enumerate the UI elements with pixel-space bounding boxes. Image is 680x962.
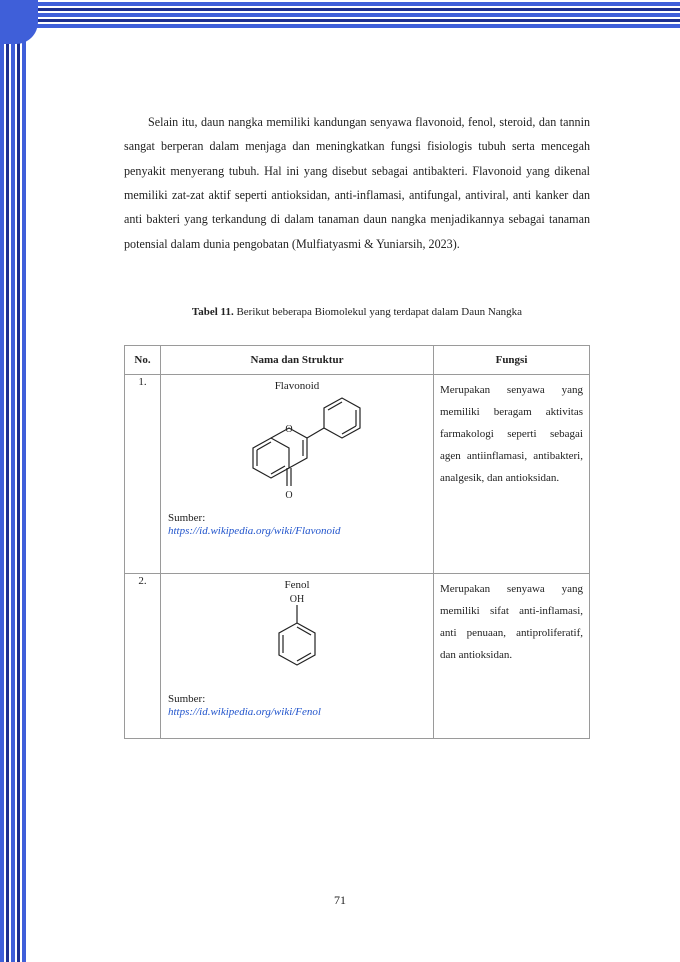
structure-cell (161, 375, 434, 574)
source-link[interactable]: https://id.wikipedia.org/wiki/Fenol (168, 706, 321, 718)
source-link[interactable]: https://id.wikipedia.org/wiki/Flavonoid (168, 525, 341, 537)
source-block (162, 512, 432, 538)
header-nama: Nama dan Struktur (161, 346, 434, 375)
table-caption (124, 306, 590, 318)
body-paragraph: Selain itu, daun nangka memiliki kandungan senyawa flavonoid, fenol, steroid, dan tannin sangat berperan dalam menjaga dan meningkatkan fungsi fisiologis tubuh serta mencegah penyakit menyerang tubuh. Hal ini yang disebut sebagai antibakteri. Flavonoid yang dikenal memiliki zat-zat aktif seperti antioksidan, anti-inflamasi, antifungal, antiviral, anti kanker dan anti bakteri yang terkandung di dalam tanaman daun nangka menjadikannya sebagai tanaman potensial dalam dunia pengobatan (Mulfiatyasmi & Yuniarsih, 2023). (124, 115, 590, 251)
compound-name: Flavonoid (274, 380, 320, 392)
caption-label: Tabel 11. (191, 306, 234, 318)
source-label: Sumber: (168, 512, 206, 524)
row-number: 1. (125, 375, 161, 574)
function-cell (434, 574, 590, 739)
row-number: 2. (125, 574, 161, 739)
caption-text: Berikut beberapa Biomolekul yang terdapat dalam Daun Nangka (236, 306, 523, 318)
svg-text:OH: OH (289, 594, 305, 605)
page-number: 71 (334, 893, 346, 907)
table-row (125, 574, 590, 739)
function-text: Merupakan senyawa yang memiliki beragam aktivitas farmakologi seperti sebagai agen antiinflamasi, antibakteri, analgesik, dan antioksidan. (440, 384, 583, 484)
top-border-stripes (0, 0, 680, 34)
header-fungsi: Fungsi (434, 346, 590, 375)
function-text: Merupakan senyawa yang memiliki sifat anti-inflamasi, anti penuaan, antiproliferatif, dan antioksidan. (440, 583, 583, 661)
compound-name: Fenol (284, 579, 310, 591)
phenol-structure (162, 591, 432, 693)
structure-cell (161, 574, 434, 739)
left-border-stripes (0, 0, 28, 962)
table-header-row (125, 346, 590, 375)
function-cell (434, 375, 590, 574)
source-label: Sumber: (168, 693, 206, 705)
table-row (125, 375, 590, 574)
border-corner (0, 0, 38, 44)
biomolecule-table (124, 345, 590, 739)
header-no: No. (125, 346, 161, 375)
svg-text:O: O (285, 490, 293, 501)
flavonoid-structure (162, 392, 432, 512)
source-block (162, 693, 432, 719)
svg-text:O: O (285, 424, 293, 435)
